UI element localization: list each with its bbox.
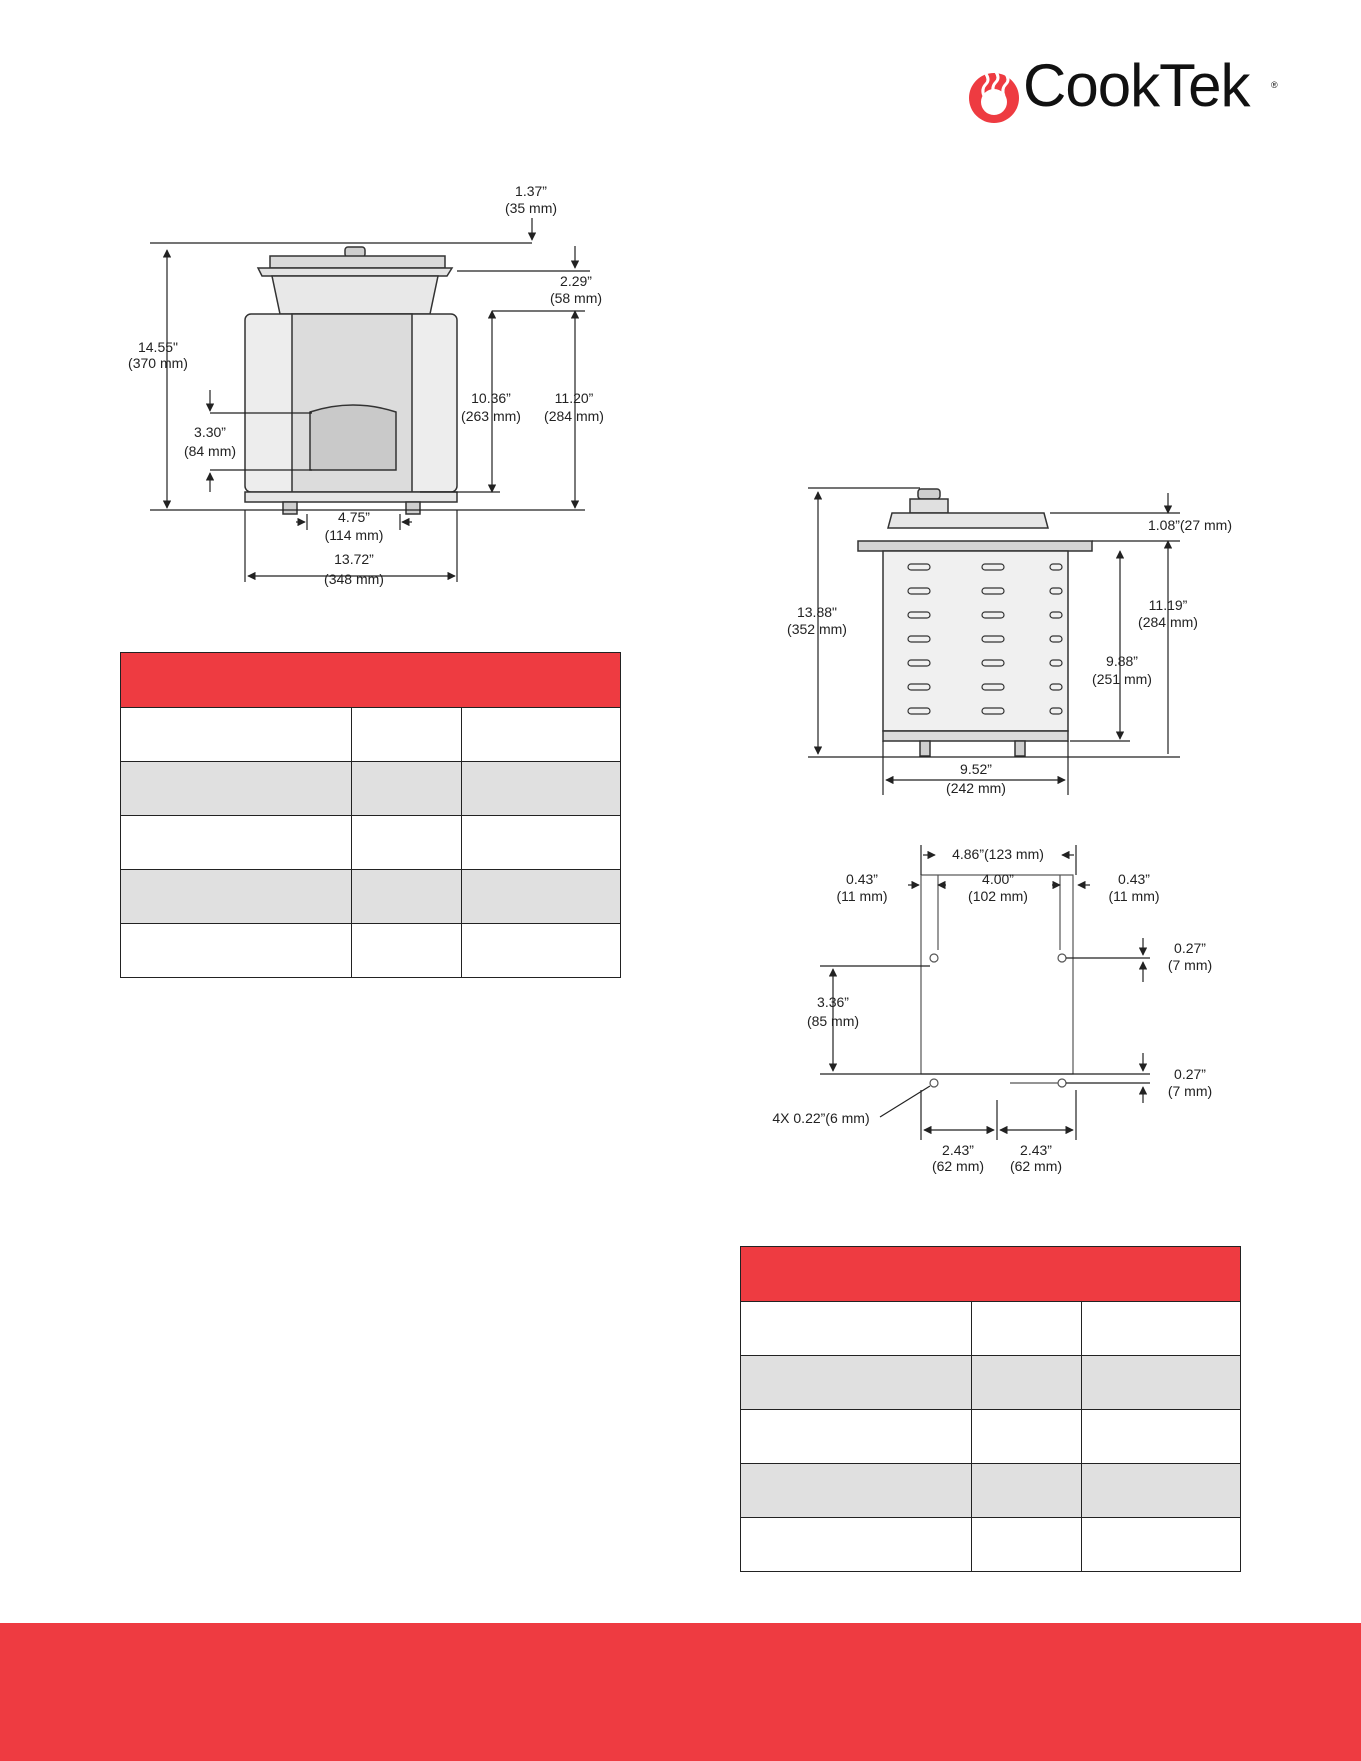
table-cell (352, 708, 462, 762)
table-cell (741, 1464, 972, 1518)
table-cell (1082, 1518, 1241, 1572)
dim-feet-spacing-in: 4.75” (338, 509, 370, 525)
table-row (121, 924, 621, 978)
table-cell (972, 1410, 1082, 1464)
table-cell (121, 762, 352, 816)
dim-handle-height-in: 3.30” (194, 424, 226, 440)
table-cell (352, 816, 462, 870)
dim-body-height-b-in: 11.20” (554, 390, 594, 406)
dim-lid-height-in: 2.29” (560, 273, 592, 289)
table-cell (121, 708, 352, 762)
table-cell (121, 924, 352, 978)
dim-cut-half-left-in: 2.43” (942, 1142, 974, 1158)
dim-cut-bottom-inset-mm: (7 mm) (1167, 1083, 1213, 1099)
dim-cut-hole-pitch-in: 3.36” (817, 994, 849, 1010)
table-row (741, 1518, 1241, 1572)
table-cell (462, 708, 621, 762)
table-cell (972, 1302, 1082, 1356)
table-cell (741, 1410, 972, 1464)
table-row (121, 762, 621, 816)
registered-mark: ® (1271, 80, 1278, 90)
spec-table-left (120, 652, 621, 978)
dim-cut-half-left-mm: (62 mm) (931, 1158, 985, 1174)
table-header (121, 653, 621, 708)
table-cell (462, 816, 621, 870)
table-cell (972, 1356, 1082, 1410)
table-row (741, 1464, 1241, 1518)
table-cell (121, 816, 352, 870)
cutout-dimension-labels (772, 846, 1212, 1174)
table-cell (1082, 1356, 1241, 1410)
table-cell (352, 870, 462, 924)
dim-lid-step: 1.08”(27 mm) (1147, 517, 1233, 533)
dim-cut-hole-pitch-mm: (85 mm) (806, 1013, 860, 1029)
dim-cut-left-margin-in: 0.43” (846, 871, 878, 887)
dim-lid-height-mm: (58 mm) (549, 290, 603, 306)
dim-cut-holes: 4X 0.22”(6 mm) (772, 1110, 870, 1126)
table-row (121, 816, 621, 870)
table-header (741, 1247, 1241, 1302)
dim-cut-top-inset-in: 0.27” (1174, 940, 1206, 956)
table-cell (741, 1302, 972, 1356)
dim-r-height-a-in: 9.88” (1106, 653, 1138, 669)
dim-cut-hole-span-in: 4.00” (982, 871, 1014, 887)
table-row (121, 708, 621, 762)
dim-cut-half-right-mm: (62 mm) (1009, 1158, 1063, 1174)
table-cell (352, 762, 462, 816)
dim-top-offset-in: 1.37” (515, 183, 547, 199)
dim-cut-right-margin-mm: (11 mm) (1108, 888, 1160, 904)
dim-body-height-b-mm: (284 mm) (544, 408, 604, 424)
dim-cut-top-inset-mm: (7 mm) (1167, 957, 1213, 973)
table-cell (462, 924, 621, 978)
table-cell (462, 870, 621, 924)
dim-cut-overall-width: 4.86”(123 mm) (952, 846, 1044, 862)
table-cell (121, 870, 352, 924)
dim-body-height-a-in: 10.36” (471, 390, 511, 406)
dim-feet-spacing-mm: (114 mm) (324, 527, 384, 543)
dim-body-height-a-mm: (263 mm) (461, 408, 521, 424)
dim-cut-left-margin-mm: (11 mm) (836, 888, 888, 904)
table-cell (972, 1518, 1082, 1572)
table-row (121, 870, 621, 924)
table-cell (462, 762, 621, 816)
dim-cut-bottom-inset-in: 0.27” (1174, 1066, 1206, 1082)
table-cell (352, 924, 462, 978)
dim-width-mm: (348 mm) (324, 571, 384, 587)
table-cell (1082, 1464, 1241, 1518)
table-cell (972, 1464, 1082, 1518)
dim-total-height-mm: (370 mm) (128, 355, 188, 371)
table-row (741, 1356, 1241, 1410)
dim-r-total-height-mm: (352 mm) (787, 621, 847, 637)
dim-handle-height-mm: (84 mm) (183, 443, 237, 459)
dim-r-width-mm: (242 mm) (946, 780, 1006, 796)
dim-top-offset-mm: (35 mm) (504, 200, 558, 216)
dim-r-width-in: 9.52” (960, 761, 992, 777)
left-front-view (245, 247, 457, 514)
dim-r-height-b-mm: (284 mm) (1138, 614, 1198, 630)
cutout-view (921, 875, 1073, 1087)
dim-r-total-height-in: 13.88" (796, 604, 838, 620)
brand-wordmark: CookTek (1023, 52, 1250, 119)
table-cell (1082, 1410, 1241, 1464)
table-cell (741, 1356, 972, 1410)
spec-table-right (740, 1246, 1241, 1572)
table-cell (1082, 1302, 1241, 1356)
dim-r-height-a-mm: (251 mm) (1092, 671, 1152, 687)
dim-cut-right-margin-in: 0.43” (1118, 871, 1150, 887)
right-front-view (858, 489, 1092, 756)
dim-cut-hole-span-mm: (102 mm) (968, 888, 1028, 904)
table-row (741, 1302, 1241, 1356)
dim-r-height-b-in: 11.19” (1148, 597, 1188, 613)
dim-total-height-in: 14.55" (137, 339, 179, 355)
table-cell (741, 1518, 972, 1572)
dim-width-in: 13.72” (334, 551, 374, 567)
dim-cut-half-right-in: 2.43” (1020, 1142, 1052, 1158)
table-row (741, 1410, 1241, 1464)
footer-band (0, 1623, 1361, 1761)
